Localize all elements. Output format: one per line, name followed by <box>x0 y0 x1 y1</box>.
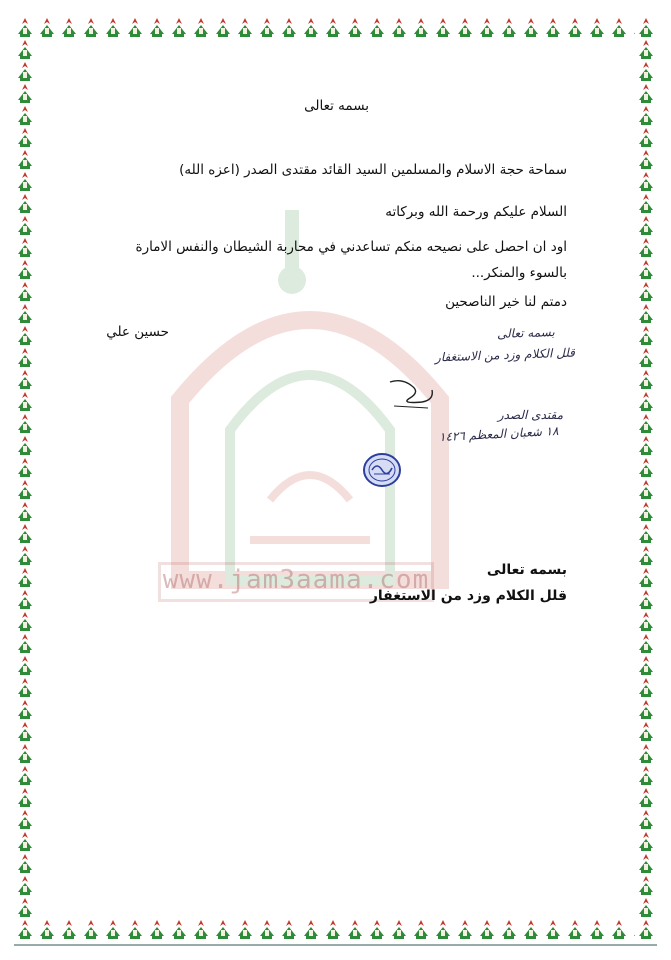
letter-heading: بسمه تعالى <box>304 98 369 114</box>
letter-recipient: سماحة حجة الاسلام والمسلمين السيد القائد مقتدى الصدر (اعزه الله) <box>179 162 567 178</box>
official-seal-icon <box>362 452 402 488</box>
reply-text: قلل الكلام وزد من الاستغفار <box>369 588 567 604</box>
handwritten-signature-icon <box>382 376 442 416</box>
handwritten-heading: بسمه تعالى <box>497 324 556 342</box>
letter-signature: حسين علي <box>106 324 169 340</box>
decorative-border-left <box>14 16 36 940</box>
decorative-border-right <box>635 16 657 940</box>
letter-closing: دمتم لنا خير الناصحين <box>445 294 567 310</box>
reply-heading: بسمه تعالى <box>486 562 567 578</box>
decorative-border-bottom <box>14 918 657 940</box>
bottom-rule <box>14 944 657 946</box>
letter-greeting: السلام عليكم ورحمة الله وبركاته <box>385 204 567 220</box>
decorative-border-top <box>14 16 657 38</box>
letter-body: اود ان احصل على نصيحه منكم تساعدني في محاربة الشيطان والنفس الامارة بالسوء والمنكر... <box>135 239 567 281</box>
handwritten-advice: قلل الكلام وزد من الاستغفار <box>434 345 576 365</box>
handwritten-signer: مقتدى الصدر <box>497 408 563 422</box>
watermark-url: www.jam3aama.com <box>158 562 434 602</box>
handwritten-date: ١٨ شعبان المعظم ١٤٢٦ <box>439 423 560 445</box>
